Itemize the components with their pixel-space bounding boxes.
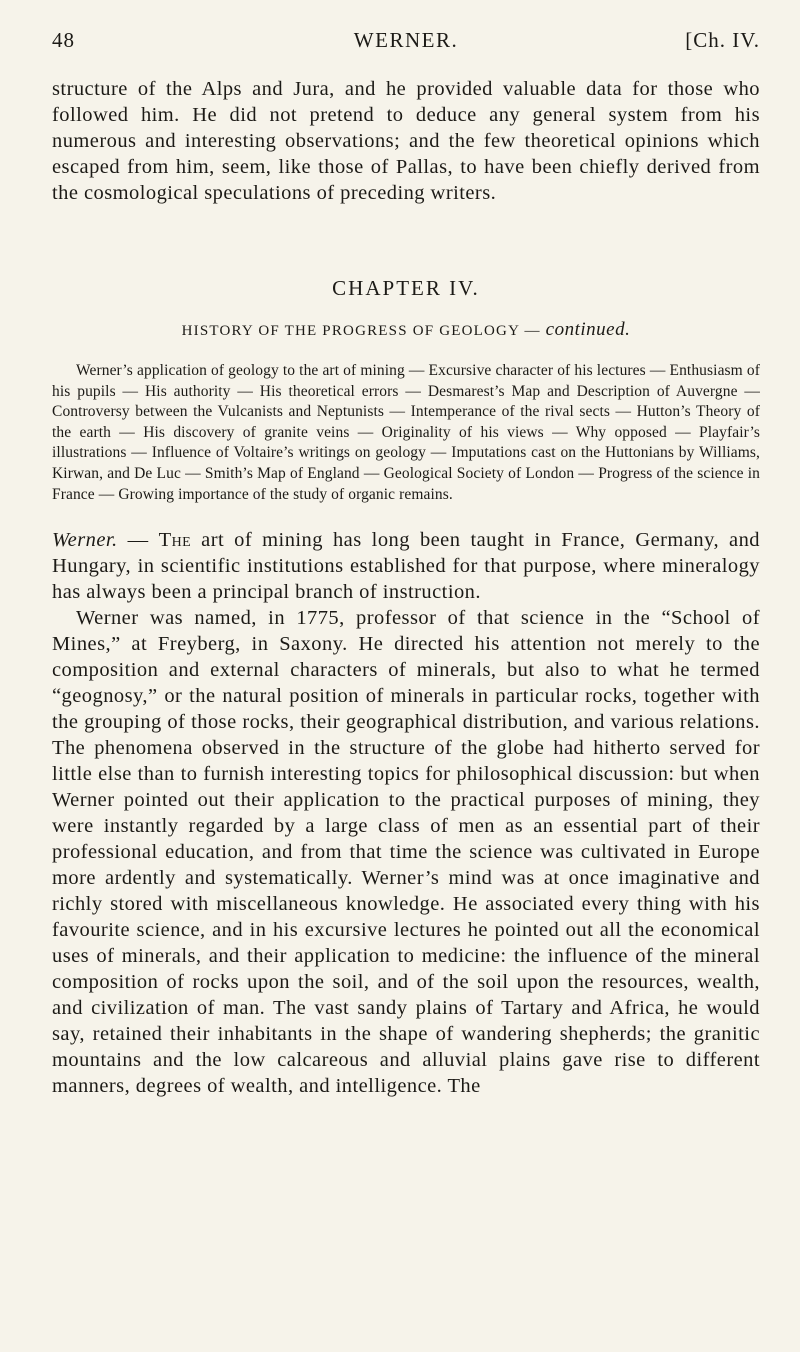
section-paragraph-1-text: art of mining has long been taught in France, Germany, and Hungary, in scientific institutions established for that purpose, where mineralogy has always been a principal branch of instruction. <box>52 529 760 604</box>
section-paragraph-1 <box>52 527 760 605</box>
subtitle-caps: HISTORY OF THE PROGRESS OF GEOLOGY <box>181 323 520 339</box>
chapter-reference: [Ch. IV. <box>685 28 760 52</box>
chapter-synopsis: Werner’s application of geology to the art of mining — Excursive character of his lectures — Enthusiasm of his pupils — His authority — His theoretical errors — Desmarest’s Map and Description of Auvergne — Controversy between the Vulcanists and Neptunists — Intemperance of the rival sects — Hutton’s Theory of the earth — His discovery of granite veins — Originality of his views — Why opposed — Playfair’s illustrations — Influence of Voltaire’s writings on geology — Imputations cast on the Huttonians by Williams, Kirwan, and De Luc — Smith’s Map of England — Geological Society of London — Progress of the science in France — Growing importance of the study of organic remains. <box>52 362 760 503</box>
intro-paragraph: structure of the Alps and Jura, and he provided valuable data for those who followed him. He did not pretend to deduce any general system from his numerous and interesting observations; and the few theoretical opinions which escaped from him, seem, like those of Pallas, to have been chiefly derived from the cosmological speculations of preceding writers. <box>52 78 760 204</box>
chapter-title: CHAPTER IV. <box>332 276 480 300</box>
running-head <box>52 28 760 64</box>
subtitle-continued: continued. <box>545 319 631 340</box>
subtitle-dash: — <box>519 323 546 339</box>
section-first-word: The <box>158 529 192 552</box>
page-number: 48 <box>52 28 75 52</box>
chapter-subtitle <box>52 319 760 341</box>
running-title: WERNER. <box>353 28 459 52</box>
runin-dash: — <box>117 529 159 552</box>
section-paragraph-2: Werner was named, in 1775, professor of that science in the “School of Mines,” at Freyberg, in Saxony. He directed his attention not merely to the composition and external characters of minerals, but also to what he termed “geognosy,” or the natural position of minerals in particular rocks, together with the grouping of those rocks, their geographical distribution, and various relations. The phenomena observed in the structure of the globe had hitherto served for little else than to furnish interesting topics for philosophical discussion: but when Werner pointed out their application to the practical purposes of mining, they were instantly regarded by a large class of men as an essential part of their professional education, and from that time the science was cultivated in Europe more ardently and systematically. Werner’s mind was at once imaginative and richly stored with miscellaneous knowledge. He associated every thing with his favourite science, and in his excursive lectures he pointed out all the economical uses of minerals, and their application to medicine: the influence of the mineral composition of rocks upon the soil, and of the soil upon the resources, wealth, and civilization of man. The vast sandy plains of Tartary and Africa, he would say, retained their inhabitants in the shape of wandering shepherds; the granitic mountains and the low calcareous and alluvial plains gave rise to different manners, degrees of wealth, and intelligence. The <box>52 607 760 1098</box>
section-runin-title: Werner. <box>52 529 118 552</box>
